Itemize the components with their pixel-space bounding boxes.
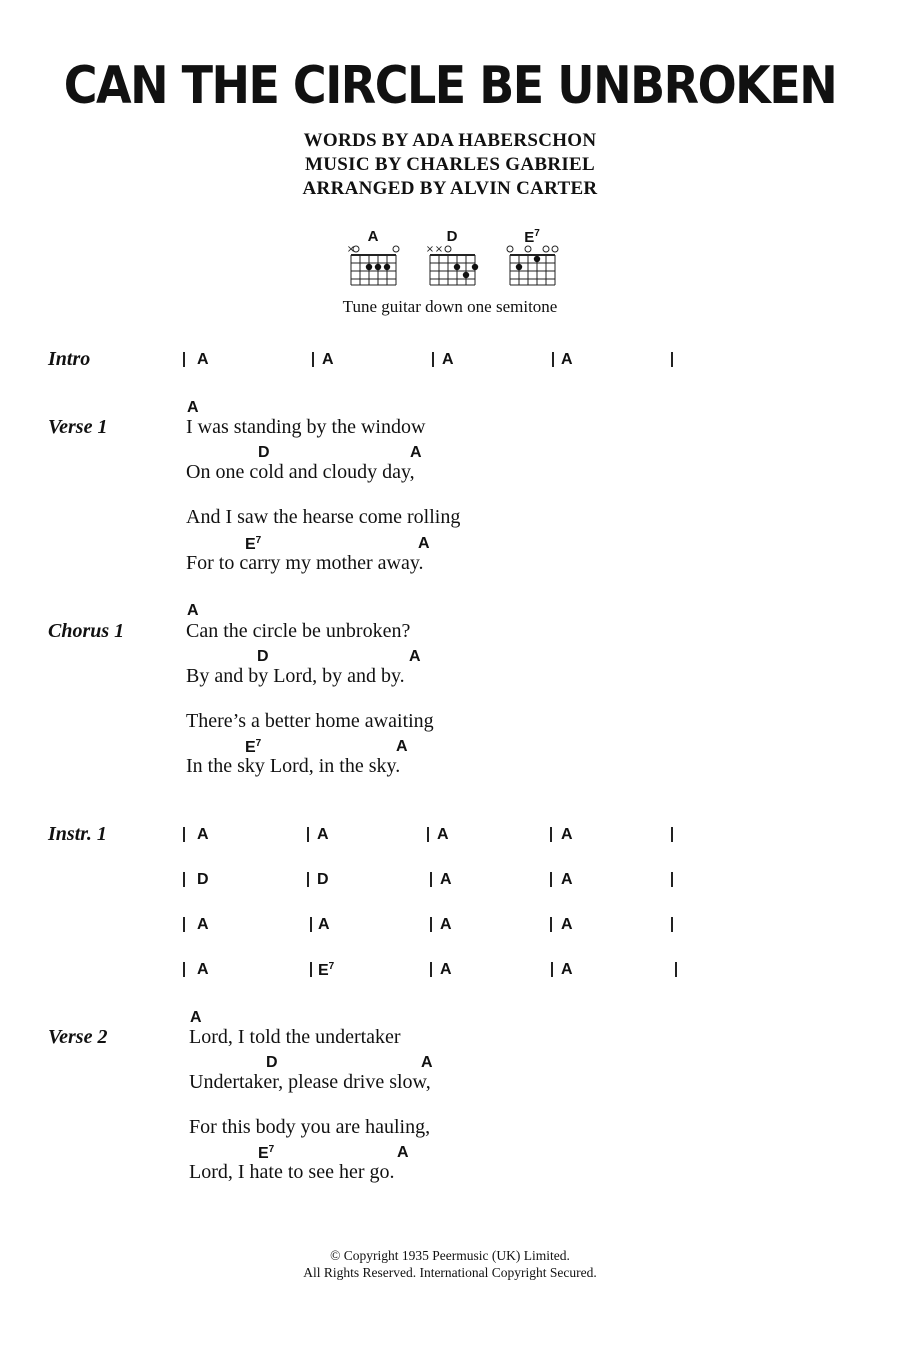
section-label-verse-2: Verse 2 — [48, 1026, 108, 1048]
lyric-line: Undertaker, please drive slow, — [189, 1071, 431, 1093]
instr-chord: A — [197, 826, 209, 843]
bar-line — [307, 872, 309, 887]
instr-chord: A — [437, 826, 449, 843]
instr-chord: A — [197, 916, 209, 933]
instr-chord: $E^7$ — [318, 961, 335, 979]
section-label-verse-1: Verse 1 — [48, 416, 108, 438]
lyric-line: Can the circle be unbroken? — [186, 620, 411, 642]
lyric-line: And I saw the hearse come rolling — [186, 506, 461, 528]
lyric-line: Lord, I hate to see her go. — [189, 1161, 395, 1183]
chord-diagram-a-name: A — [367, 228, 379, 245]
svg-text:×: × — [425, 244, 435, 255]
chord-symbol: A — [410, 444, 422, 461]
chord-symbol: A — [396, 738, 408, 755]
bar-line — [671, 872, 673, 887]
instr-chord: A — [318, 916, 330, 933]
lyric-line: For this body you are hauling, — [189, 1116, 431, 1138]
chord-symbol: A — [418, 535, 430, 552]
bar-line — [550, 872, 552, 887]
chord-symbol: $E^7$ — [245, 738, 262, 756]
bar-line — [671, 352, 673, 367]
chord-symbol: D — [266, 1054, 278, 1071]
bar-line — [430, 917, 432, 932]
chord-symbol: A — [187, 399, 199, 416]
chord-symbol: D — [258, 444, 270, 461]
chord-symbol: $E^7$ — [245, 535, 262, 553]
instr-chord: A — [317, 826, 329, 843]
bar-line — [551, 962, 553, 977]
tuning-note: Tune guitar down one semitone — [342, 297, 558, 316]
chord-diagram-a-grid — [343, 228, 403, 288]
bar-line — [183, 872, 185, 887]
bar-line — [430, 872, 432, 887]
svg-text:×: × — [434, 244, 444, 255]
chord-diagram-a — [343, 228, 403, 288]
bar-line — [671, 827, 673, 842]
bar-line — [427, 827, 429, 842]
instr-chord: D — [197, 871, 209, 888]
bar-line — [312, 352, 314, 367]
chord-diagram-e7-name: $E^7$ — [524, 228, 540, 246]
section-label-chorus-1: Chorus 1 — [48, 620, 125, 642]
credit-arranged: ARRANGED BY ALVIN CARTER — [302, 178, 598, 199]
credit-music: MUSIC BY CHARLES GABRIEL — [305, 154, 595, 175]
copyright-line-1: © Copyright 1935 Peermusic (UK) Limited. — [330, 1248, 570, 1263]
instr-chord: A — [561, 826, 573, 843]
bar-line — [183, 917, 185, 932]
section-label-intro: Intro — [48, 348, 91, 370]
bar-line — [432, 352, 434, 367]
chord-diagram-d — [422, 228, 482, 288]
credit-words: WORDS BY ADA HABERSCHON — [303, 130, 597, 151]
bar-line — [310, 917, 312, 932]
chord-symbol: A — [421, 1054, 433, 1071]
lyric-line: By and by Lord, by and by. — [186, 665, 405, 687]
lyric-line: Lord, I told the undertaker — [189, 1026, 401, 1048]
bar-line — [183, 352, 185, 367]
bar-line — [183, 962, 185, 977]
svg-text:×: × — [346, 244, 356, 255]
bar-line — [550, 917, 552, 932]
chord-symbol: A — [397, 1144, 409, 1161]
bar-line — [671, 917, 673, 932]
lyric-line: For to carry my mother away. — [186, 552, 424, 574]
bar-line — [183, 827, 185, 842]
song-title: CAN THE CIRCLE BE UNBROKEN — [63, 54, 837, 116]
chord-symbol: A — [190, 1009, 202, 1026]
bar-line — [552, 352, 554, 367]
lyric-line: I was standing by the window — [186, 416, 426, 438]
lyric-line: There’s a better home awaiting — [186, 710, 434, 732]
chord-diagram-e7 — [502, 228, 562, 288]
chord-diagram-d-grid — [422, 228, 482, 288]
chord-diagram-e7-grid — [502, 228, 562, 288]
copyright-line-2: All Rights Reserved. International Copyright Secured. — [303, 1265, 597, 1280]
intro-chord: A — [197, 351, 209, 368]
lyric-line: In the sky Lord, in the sky. — [186, 755, 401, 777]
chord-symbol: D — [257, 648, 269, 665]
chord-diagram-d-name: D — [446, 228, 458, 245]
bar-line — [430, 962, 432, 977]
instr-chord: A — [440, 916, 452, 933]
lyric-line: On one cold and cloudy day, — [186, 461, 415, 483]
chord-symbol: A — [409, 648, 421, 665]
instr-chord: A — [197, 961, 209, 978]
intro-chord: A — [442, 351, 454, 368]
instr-chord: A — [440, 961, 452, 978]
bar-line — [310, 962, 312, 977]
instr-chord: A — [440, 871, 452, 888]
bar-line — [307, 827, 309, 842]
intro-chord: A — [322, 351, 334, 368]
bar-line — [675, 962, 677, 977]
section-label-instr-1: Instr. 1 — [48, 823, 107, 845]
bar-line — [550, 827, 552, 842]
chord-symbol: A — [187, 602, 199, 619]
instr-chord: A — [561, 961, 573, 978]
instr-chord: A — [561, 871, 573, 888]
instr-chord: D — [317, 871, 329, 888]
intro-chord: A — [561, 351, 573, 368]
chord-symbol: $E^7$ — [258, 1144, 275, 1162]
instr-chord: A — [561, 916, 573, 933]
